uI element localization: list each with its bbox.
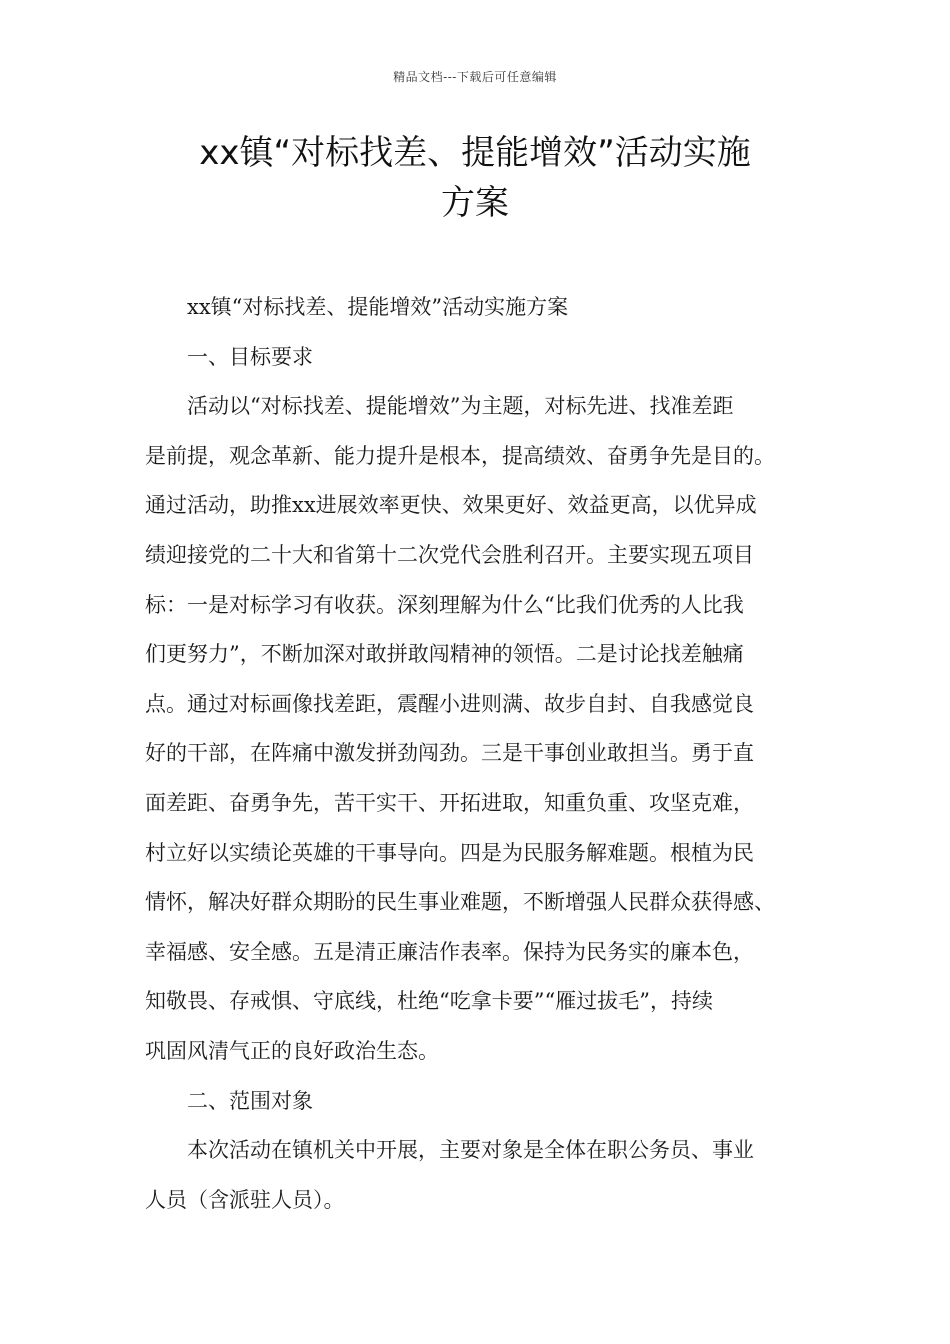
paragraph-line: 村立好以实绩论英雄的干事导向。四是为民服务解难题。根植为民 [145, 840, 754, 865]
section-heading-goals: 一、目标要求 [187, 344, 313, 369]
section-heading-scope: 二、范围对象 [187, 1088, 313, 1113]
paragraph-line: 绩迎接党的二十大和省第十二次党代会胜利召开。主要实现五项目 [145, 542, 754, 567]
paragraph-line: 通过活动，助推xx进展效率更快、效果更好、效益更高，以优异成 [145, 493, 757, 518]
paragraph-line: 巩固风清气正的良好政治生态。 [145, 1038, 439, 1063]
paragraph-line: 好的干部，在阵痛中激发拼劲闯劲。三是干事创业敢担当。勇于直 [145, 741, 754, 766]
paragraph-line: 点。通过对标画像找差距，震醒小进则满、故步自封、自我感觉良 [145, 691, 754, 716]
document-subtitle: xx镇“对标找差、提能增效”活动实施方案 [187, 295, 569, 319]
paragraph-line: 知敬畏、存戒惧、守底线，杜绝“吃拿卡要”“雁过拔毛”，持续 [145, 989, 713, 1014]
paragraph-line: 幸福感、安全感。五是清正廉洁作表率。保持为民务实的廉本色， [145, 939, 754, 964]
paragraph-goals [145, 382, 825, 1076]
paragraph-line: 本次活动在镇机关中开展，主要对象是全体在职公务员、事业 [187, 1138, 754, 1163]
paragraph-line: 是前提，观念革新、能力提升是根本，提高绩效、奋勇争先是目的。 [145, 443, 775, 468]
paragraph-line: 标：一是对标学习有收获。深刻理解为什么“比我们优秀的人比我 [145, 592, 744, 617]
paragraph-line: 情怀，解决好群众期盼的民生事业难题，不断增强人民群众获得感、 [145, 890, 775, 915]
document-title-line-2: 方案 [441, 183, 509, 223]
header-note: 精品文档---下载后可任意编辑 [393, 70, 557, 84]
paragraph-line: 人员（含派驻人员）。 [145, 1187, 345, 1212]
document-title [120, 128, 830, 228]
paragraph-line: 面差距、奋勇争先，苦干实干、开拓进取，知重负重、攻坚克难， [145, 790, 754, 815]
document-title-line-1: xx镇“对标找差、提能增效”活动实施 [199, 133, 751, 173]
paragraph-line: 们更努力”，不断加深对敢拼敢闯精神的领悟。二是讨论找差触痛 [145, 642, 744, 667]
paragraph-line: 活动以“对标找差、提能增效”为主题，对标先进、找准差距 [187, 394, 734, 419]
paragraph-scope [145, 1126, 825, 1225]
document-body [145, 283, 825, 1225]
